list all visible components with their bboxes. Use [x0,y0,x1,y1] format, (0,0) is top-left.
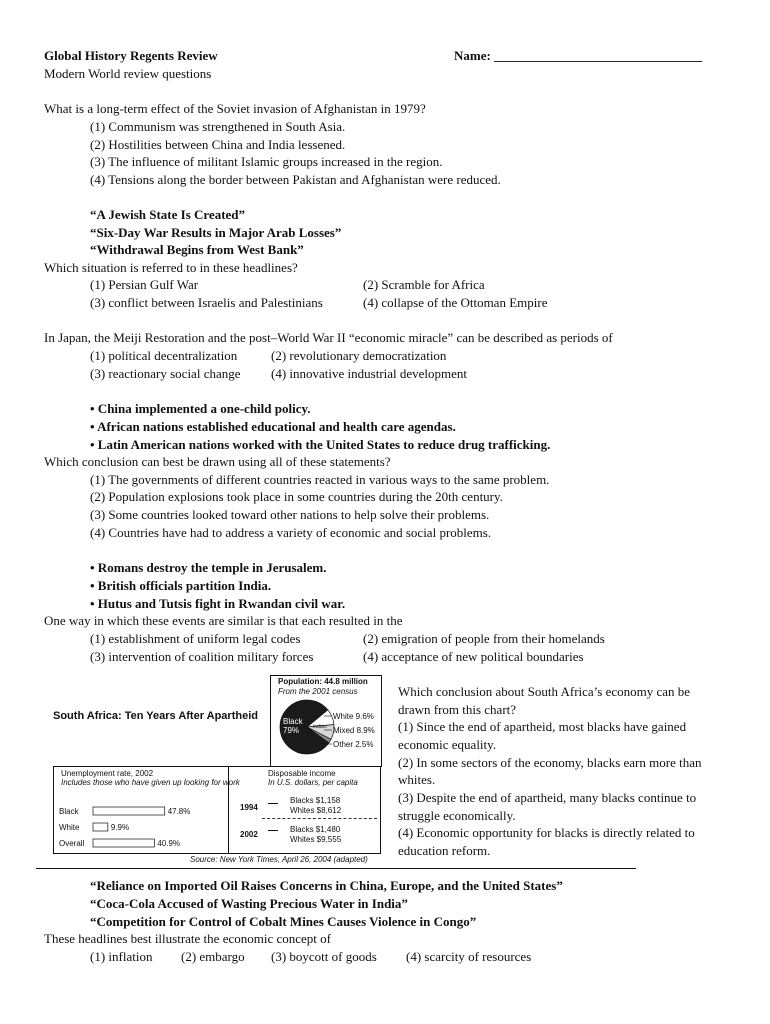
q5-choice-4: (4) acceptance of new political boundaries [363,649,584,664]
q4-choice-4: (4) Countries have had to address a variety of economic and social problems. [90,525,492,540]
q2-headline-3: “Withdrawal Begins from West Bank” [90,242,304,257]
income-year-2002: 2002 [240,830,258,839]
name-field-label: Name: ________________________________ [454,48,703,63]
chart-source: Source: New York Times, April 26, 2004 (adapted) [190,855,368,864]
q2-choice-4: (4) collapse of the Ottoman Empire [363,295,548,310]
q5-statement-1: • Romans destroy the temple in Jerusalem. [90,560,327,575]
q4-statement-3: • Latin American nations worked with the United States to reduce drug trafficking. [90,437,551,452]
income-subtitle: In U.S. dollars, per capita [268,778,358,787]
question-4-stem: Which conclusion can best be drawn using all of these statements? [44,454,391,469]
q3-choice-1: (1) political decentralization [90,348,238,363]
income-year-1994: 1994 [240,803,258,812]
unemployment-title: Unemployment rate, 2002 [61,769,154,778]
q6-choice-4-line-2: education reform. [398,843,491,858]
q1-choice-3: (3) The influence of militant Islamic groups increased in the region. [90,154,443,169]
q6-choice-1-line-2: economic equality. [398,737,497,752]
pie-label-indian: Indian [313,724,327,730]
question-7-stem: These headlines best illustrate the economic concept of [44,931,331,946]
q6-choice-3-line-2: struggle economically. [398,808,516,823]
section-divider [36,868,636,869]
income-1994-blacks: Blacks $1,158 [290,796,341,805]
bar-value-overall: 40.9% [157,839,181,848]
q1-choice-4: (4) Tensions along the border between Pakistan and Afghanistan were reduced. [90,172,501,187]
q1-choice-2: (2) Hostilities between China and India lessened. [90,137,346,152]
q2-choice-2: (2) Scramble for Africa [363,277,485,292]
q7-choice-4: (4) scarcity of resources [406,949,532,964]
q5-statement-2: • British officials partition India. [90,578,272,593]
q7-choice-3: (3) boycott of goods [271,949,377,964]
q6-stem-line-1: Which conclusion about South Africa’s economy can be [398,684,691,699]
q5-choice-1: (1) establishment of uniform legal codes [90,631,301,646]
question-3-stem: In Japan, the Meiji Restoration and the post–World War II “economic miracle” can be described as periods of [44,330,613,345]
q3-choice-2: (2) revolutionary democratization [271,348,447,363]
bar-white [93,823,108,831]
q6-stem-line-2: drawn from this chart? [398,702,517,717]
population-label: Population: 44.8 million [278,677,368,686]
pie-label-black-1: 79% [283,726,300,735]
q4-statement-1: • China implemented a one-child policy. [90,401,311,416]
document-title: Global History Regents Review [44,48,218,63]
pie-label-black-0: Black [283,717,303,726]
bar-value-black: 47.8% [167,807,191,816]
question-5-stem: One way in which these events are similar is that each resulted in the [44,613,403,628]
q2-choice-3: (3) conflict between Israelis and Palestinians [90,295,323,310]
question-1-stem: What is a long-term effect of the Soviet invasion of Afghanistan in 1979? [44,101,426,116]
chart-title: South Africa: Ten Years After Apartheid [53,710,258,722]
unemployment-subtitle: Includes those who have given up looking for work [61,778,240,787]
bar-category-white: White [59,823,80,832]
pie-label-other: Other 2.5% [333,740,374,749]
question-2-stem: Which situation is referred to in these headlines? [44,260,298,275]
population-pie-chart [272,697,378,763]
q7-choice-1: (1) inflation [90,949,153,964]
q5-statement-3: • Hutus and Tutsis fight in Rwandan civil war. [90,596,346,611]
q4-choice-1: (1) The governments of different countries reacted in various ways to the same problem. [90,472,550,487]
q2-headline-1: “A Jewish State Is Created” [90,207,246,222]
q3-choice-3: (3) reactionary social change [90,366,241,381]
q6-choice-2-line-2: whites. [398,772,436,787]
income-2002-blacks-mark [268,830,278,831]
q3-choice-4: (4) innovative industrial development [271,366,468,381]
q7-choice-2: (2) embargo [181,949,245,964]
population-sublabel: From the 2001 census [278,687,358,696]
q7-headline-1: “Reliance on Imported Oil Raises Concerns in China, Europe, and the United States” [90,878,563,893]
q6-choice-3-line-1: (3) Despite the end of apartheid, many blacks continue to [398,790,697,805]
pie-label-white: White 9.6% [333,712,374,721]
q4-choice-2: (2) Population explosions took place in some countries during the 20th century. [90,489,503,504]
q5-choice-3: (3) intervention of coalition military forces [90,649,314,664]
document-subtitle: Modern World review questions [44,66,212,81]
pie-label-mixed: Mixed 8.9% [333,726,375,735]
income-1994-whites: Whites $8,612 [290,806,342,815]
q4-choice-3: (3) Some countries looked toward other nations to help solve their problems. [90,507,490,522]
income-2002-whites: Whites $9,555 [290,835,342,844]
income-divider [262,818,377,819]
income-title: Disposable income [268,769,336,778]
q6-choice-2-line-1: (2) In some sectors of the economy, blacks earn more than [398,755,702,770]
bar-category-overall: Overall [59,839,85,848]
q2-headline-2: “Six-Day War Results in Major Arab Losses” [90,225,342,240]
q7-headline-3: “Competition for Control of Cobalt Mines Causes Violence in Congo” [90,914,477,929]
q5-choice-2: (2) emigration of people from their homelands [363,631,605,646]
q2-choice-1: (1) Persian Gulf War [90,277,199,292]
income-1994-blacks-mark [268,803,278,804]
bar-overall [93,839,154,847]
bar-black [93,807,165,815]
bar-value-white: 9.9% [110,823,130,832]
income-2002-blacks: Blacks $1,480 [290,825,341,834]
unemployment-bar-chart [55,802,225,850]
q6-choice-4-line-1: (4) Economic opportunity for blacks is directly related to [398,825,695,840]
q1-choice-1: (1) Communism was strengthened in South Asia. [90,119,346,134]
bar-category-black: Black [59,807,79,816]
q4-statement-2: • African nations established educational and health care agendas. [90,419,456,434]
q7-headline-2: “Coca-Cola Accused of Wasting Precious Water in India” [90,896,408,911]
q6-choice-1-line-1: (1) Since the end of apartheid, most blacks have gained [398,719,687,734]
